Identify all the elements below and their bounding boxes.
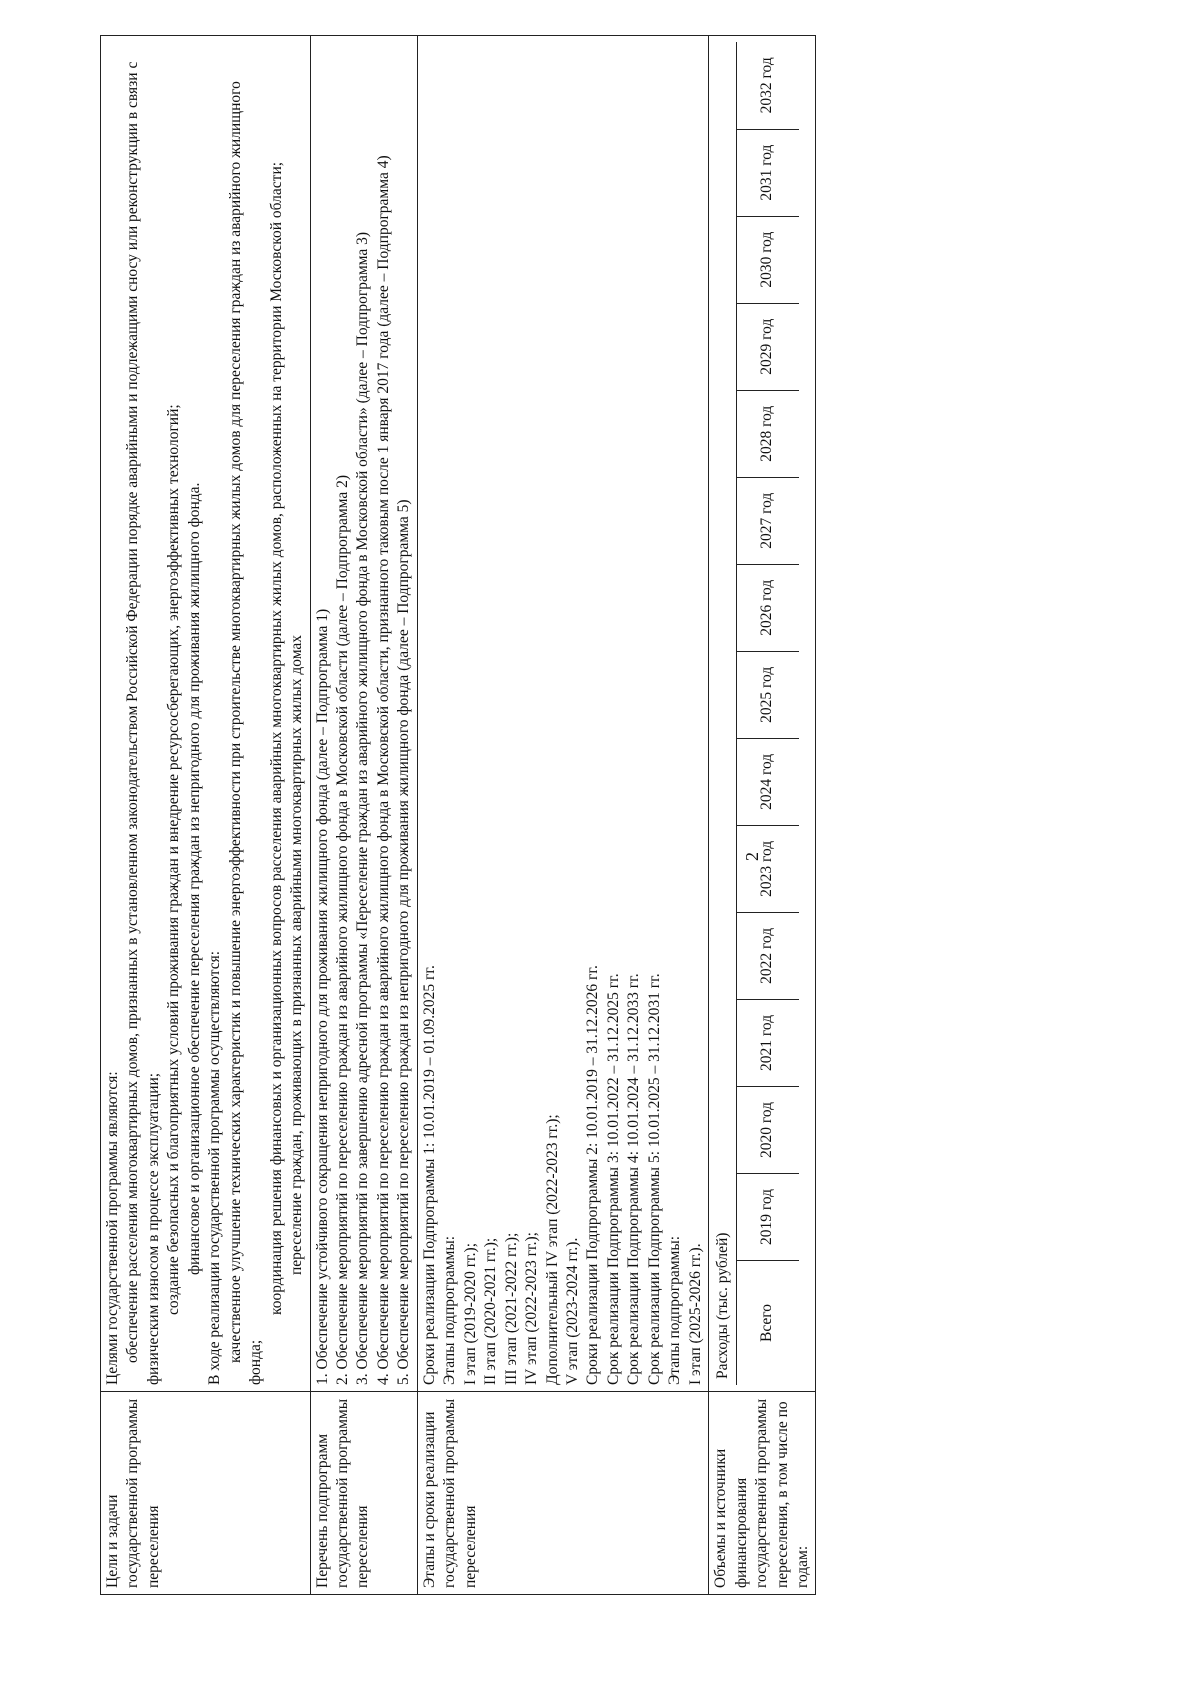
year-column-header: 2029 год bbox=[737, 303, 799, 390]
content-line: V этап (2023-2024 гг.). bbox=[563, 1237, 581, 1385]
content-line: Сроки реализации Подпрограммы 2: 10.01.2019 – 31.12.2026 гг. bbox=[584, 965, 602, 1385]
content-line: создание безопасных и благоприятных условий проживания граждан и внедрение ресурсосберегающих, энергоэффективных технологий; bbox=[165, 404, 183, 1315]
section-label: Цели и задачи государственной программы переселения bbox=[101, 1392, 311, 1595]
year-column-header: 2026 год bbox=[737, 564, 799, 651]
year-column-header: 2028 год bbox=[737, 390, 799, 477]
year-column-header: 2023 год bbox=[737, 825, 799, 912]
rotated-page-content bbox=[100, 35, 1100, 1595]
content-line: финансовое и организационное обеспечение переселения граждан из непригодного для проживания жилищного фонда. bbox=[185, 482, 203, 1275]
content-line: 4. Обеспечение мероприятий по переселению граждан из аварийного жилищного фонда в Московской области, признанного таковым после 1 января 2017 года (далее – Подпрограмма 4) bbox=[374, 155, 392, 1385]
content-line: переселение граждан, проживающих в признанных аварийными многоквартирных жилых домах bbox=[288, 634, 306, 1275]
content-line: координация решения финансовых и организационных вопросов расселения аварийных многоквартирных жилых домов, расположенных на территории Московской области; bbox=[267, 161, 285, 1315]
year-column-header: 2030 год bbox=[737, 216, 799, 303]
content-line: Срок реализации Подпрограммы 3: 10.01.2022 – 31.12.2025 гг. bbox=[604, 973, 622, 1385]
content-line: Срок реализации Подпрограммы 5: 10.01.2025 – 31.12.2031 гг. bbox=[645, 973, 663, 1385]
finance-row bbox=[709, 36, 816, 1595]
content-line: качественное улучшение технических характеристик и повышение энергоэффективности при строительстве многоквартирных жилых домов для переселения граждан из аварийного жилищного фонда; bbox=[226, 81, 265, 1385]
content-line: I этап (2025-2026 гг.). bbox=[686, 1243, 704, 1385]
section-row bbox=[101, 36, 311, 1595]
year-column-header: 2020 год bbox=[737, 1086, 799, 1173]
section-content bbox=[101, 36, 311, 1392]
section-row bbox=[310, 36, 417, 1595]
year-column-header: 2021 год bbox=[737, 999, 799, 1086]
year-column-header: 2032 год bbox=[758, 57, 776, 114]
content-line: В ходе реализации государственной программы осуществляются: bbox=[206, 950, 224, 1385]
content-line: Этапы подпрограммы: bbox=[666, 1235, 684, 1385]
content-line: IV этап (2022-2023 гг.); bbox=[523, 1232, 541, 1385]
finance-header: Расходы (тыс. рублей) bbox=[711, 42, 736, 1385]
year-column-header: 2024 год bbox=[737, 738, 799, 825]
year-column-header: 2031 год bbox=[737, 129, 799, 216]
section-content bbox=[417, 36, 708, 1392]
content-line: Дополнительный IV этап (2022-2023 гг.); bbox=[543, 1114, 561, 1385]
content-line: III этап (2021-2022 гг.); bbox=[502, 1232, 520, 1385]
content-line: 5. Обеспечение мероприятий по переселению граждан из непригодного для проживания жилищного фонда (далее – Подпрограмма 5) bbox=[395, 499, 413, 1385]
section-label: Этапы и сроки реализации государственной программы переселения bbox=[417, 1392, 708, 1595]
content-line: Этапы подпрограммы: bbox=[441, 1235, 459, 1385]
content-line: 1. Обеспечение устойчивого сокращения непригодного для проживания жилищного фонда (далее – Подпрограмма 1) bbox=[313, 608, 331, 1385]
year-column-header: 2019 год bbox=[737, 1173, 799, 1260]
content-line: I этап (2019-2020 гг.); bbox=[461, 1242, 479, 1385]
year-column-header: 2022 год bbox=[737, 912, 799, 999]
content-line: Целями государственной программы являются: bbox=[104, 1071, 121, 1385]
content-line: Срок реализации Подпрограммы 4: 10.01.2024 – 31.12.2033 гг. bbox=[625, 973, 643, 1385]
year-column-header: 2025 год bbox=[737, 651, 799, 738]
finance-label: Объемы и источники финансирования государственной программы переселения, в том числе по годам: bbox=[709, 1392, 816, 1595]
content-line: Сроки реализации Подпрограммы 1: 10.01.2019 – 01.09.2025 гг. bbox=[420, 965, 438, 1385]
year-column-header: 2027 год bbox=[737, 477, 799, 564]
program-passport-table bbox=[100, 35, 816, 1595]
finance-cell bbox=[709, 36, 816, 1392]
content-line: 3. Обеспечение мероприятий по завершению адресной программы «Переселение граждан из аварийного жилищного фонда в Московской области» (далее – Подпрограмма 3) bbox=[354, 231, 372, 1385]
finance-years-table bbox=[737, 42, 799, 1385]
total-column-header: Всего bbox=[737, 1261, 799, 1386]
page-number: 2 bbox=[742, 852, 762, 861]
section-label: Перечень подпрограмм государственной программы переселения bbox=[310, 1392, 417, 1595]
content-line: обеспечение расселения многоквартирных домов, признанных в установленном законодательством Российской Федерации порядке аварийными и подлежащими сносу или реконструкции в связи с физическим износом в процессе эксплуатации; bbox=[124, 61, 162, 1385]
content-line: II этап (2020-2021 гг.); bbox=[482, 1237, 500, 1385]
section-row bbox=[417, 36, 708, 1595]
content-line: 2. Обеспечение мероприятий по переселению граждан из аварийного жилищного фонда в Московской области (далее – Подпрограмма 2) bbox=[333, 474, 351, 1385]
section-content bbox=[310, 36, 417, 1392]
